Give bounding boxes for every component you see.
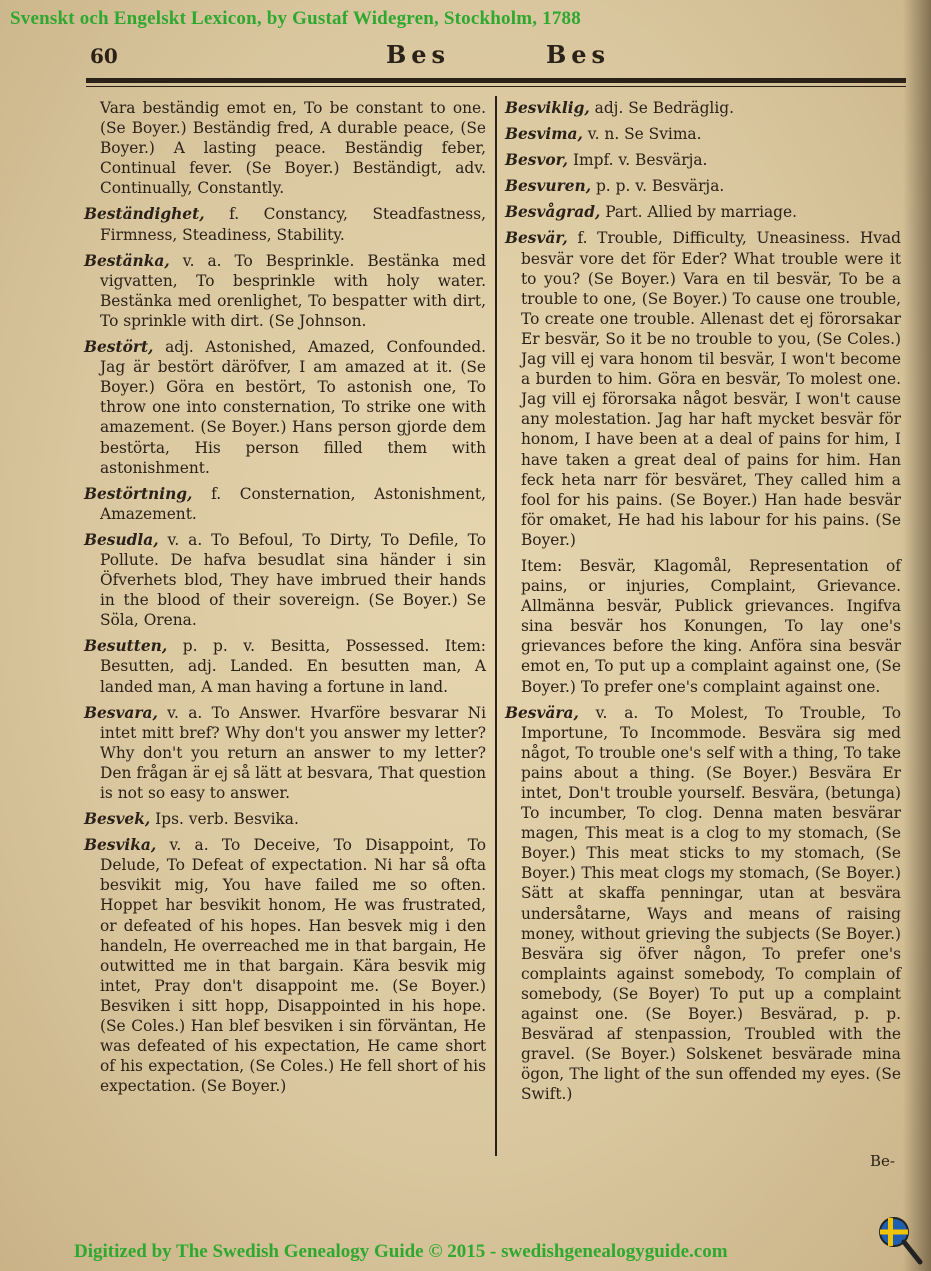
column-divider xyxy=(495,96,497,1156)
entry-text: f. Consternation, Astonishment, Amazement. xyxy=(100,484,486,523)
right-column xyxy=(505,98,901,1111)
headword: Besvuren, xyxy=(505,177,592,196)
running-head xyxy=(86,40,906,70)
running-head-left: Bes xyxy=(386,40,451,69)
dictionary-entry xyxy=(84,703,486,803)
entry-text: Vara beständig emot en, To be constant to one. (Se Boyer.) Beständig fred, A durable peace, (Se Boyer.) A lasting peace. Beständig feber, Continual fever. (Se Boyer.) Beständigt, adv. Continually, Constantly. xyxy=(100,99,486,198)
dictionary-entry xyxy=(84,636,486,696)
headword: Besudla, xyxy=(84,530,159,549)
dictionary-entry xyxy=(84,251,486,331)
running-head-right: Bes xyxy=(546,40,611,69)
dictionary-entry xyxy=(505,98,901,118)
entry-text: p. p. v. Besitta, Possessed. Item: Besutten, adj. Landed. En besutten man, A landed man, A man having a fortune in land. xyxy=(100,637,486,696)
catchword: Be- xyxy=(870,1152,895,1170)
headword: Besvågrad, xyxy=(505,203,601,222)
page-number: 60 xyxy=(90,44,118,68)
entry-text: f. Constancy, Steadfastness, Firmness, Steadiness, Stability. xyxy=(100,205,486,244)
entry-text: v. a. To Answer. Hvarföre besvarar Ni intet mitt bref? Why don't you answer my letter? Why don't you return an answer to my letter? Den frågan är ej så lätt at besvara, That question is not so easy to answer. xyxy=(100,703,486,802)
headword: Besvara, xyxy=(84,703,158,722)
dictionary-entry xyxy=(505,150,901,170)
entry-text: f. Trouble, Difficulty, Uneasiness. Hvad besvär vore det för Eder? What trouble were it to you? (Se Boyer.) Vara en til besvär, To be a trouble to one, (Se Boyer.) To cause one trouble, To create one trouble. Allenast det ej förorsakar Er besvär, So it be no trouble to you, (Se Coles.) Jag vill ej vara honom til besvär, I won't become a burden to him. Göra en besvär, To molest one. Jag vill ej förorsaka något besvär, I won't cause any molestation. Jag har haft mycket besvär för honom, I have been at a deal of pains for him, I have taken a great deal of pains for him. Han feck heta narr för besväret, They called him a fool for his pains. (Se Boyer.) Han hade besvär för omaket, He had his labour for his pains. (Se Boyer.) xyxy=(521,229,901,549)
entry-text: v. a. To Molest, To Trouble, To Importune, To Incommode. Besvära sig med något, To trouble one's self with a thing, To take pains about a thing. (Se Boyer.) Besvära Er intet, Don't trouble yourself. Besvära, (betunga) To incumber, To clog. Denna maten besvärar magen, This meat is a clog to my stomach, (Se Boyer.) This meat sticks to my stomach, (Se Boyer.) This meat clogs my stomach, (Se Boyer.) Sätt at skaffa penningar, utan at besvära undersåtarne, Ways and means of raising money, without grieving the subjects (Se Boyer.) Besvära sig öfver någon, To prefer one's complaints against somebody, To complain of somebody, (Se Boyer) To put up a complaint against one. (Se Boyer.) Besvärad, p. p. Besvärad af stenpassion, Troubled with the gravel. (Se Boyer.) Solskenet besvärade mina ögon, The light of the sun offended my eyes. (Se Swift.) xyxy=(521,703,901,1104)
book-spine-shadow xyxy=(903,0,931,1271)
header-rule-thin xyxy=(86,86,906,87)
headword: Bestört, xyxy=(84,338,154,357)
entry-text: v. n. Se Svima. xyxy=(587,125,702,144)
headword: Besutten, xyxy=(84,637,168,656)
bottom-banner: Digitized by The Swedish Genealogy Guide © 2015 - swedishgenealogyguide.com xyxy=(74,1241,728,1262)
headword: Besvor, xyxy=(505,151,569,170)
headword: Besvika, xyxy=(84,836,157,855)
entry-text: v. a. To Deceive, To Disappoint, To Delude, To Defeat of expectation. Ni har så ofta besvikit mig, You have failed me so often. Hoppet har besvikit honom, He was frustrated, or defeated of his hopes. Han besvek mig i den handeln, He overreached me in that bargain, He outwitted me in that bargain. Kära besvik mig intet, Pray don't disappoint me. (Se Boyer.) Besviken i sitt hopp, Disappointed in his hope. (Se Coles.) Han blef besviken i sin förväntan, He was defeated of his expectation, He came short of his expectation, (Se Coles.) He fell short of his expectation. (Se Boyer.) xyxy=(100,836,486,1096)
dictionary-entry xyxy=(505,228,901,550)
dictionary-entry xyxy=(505,556,901,697)
header-rule xyxy=(86,78,906,83)
dictionary-entry xyxy=(84,835,486,1096)
entry-text: p. p. v. Besvärja. xyxy=(595,177,725,196)
headword: Beständighet, xyxy=(84,205,205,224)
entry-text: Part. Allied by marriage. xyxy=(605,203,798,222)
dictionary-entry xyxy=(84,809,486,829)
swedish-flag-magnifier-icon xyxy=(876,1214,924,1266)
dictionary-entry xyxy=(84,204,486,244)
dictionary-entry xyxy=(505,202,901,222)
headword: Besvima, xyxy=(505,125,583,144)
dictionary-entry xyxy=(505,176,901,196)
dictionary-entry xyxy=(84,337,486,478)
entry-text: adj. Se Bedräglig. xyxy=(594,99,735,117)
headword: Besvära, xyxy=(505,703,579,722)
entry-text: v. a. To Befoul, To Dirty, To Defile, To Pollute. De hafva besudlat sina händer i sin Öfverhets blod, They have imbrued their hands in the blood of their sovereign. (Se Boyer.) Se Söla, Orena. xyxy=(100,530,486,630)
left-column xyxy=(84,98,486,1102)
headword: Bestänka, xyxy=(84,251,170,270)
entry-text: Impf. v. Besvärja. xyxy=(572,151,708,170)
headword: Besvär, xyxy=(505,229,568,248)
dictionary-entry xyxy=(505,124,901,144)
dictionary-entry xyxy=(84,98,486,198)
entry-text: Item: Besvär, Klagomål, Representation of pains, or injuries, Complaint, Grievance. Allmänna besvär, Publick grievances. Ingifva sina besvär hos Konungen, To lay one's grievances before the king. Anföra sina besvär emot en, To put up a complaint against one, (Se Boyer.) To prefer one's complaint against one. xyxy=(521,556,901,696)
dictionary-entry xyxy=(84,530,486,630)
entry-text: Ips. verb. Besvika. xyxy=(155,810,299,829)
headword: Bestörtning, xyxy=(84,484,193,503)
entry-text: adj. Astonished, Amazed, Confounded. Jag är bestört däröfver, I am amazed at it. (Se Boyer.) Göra en bestört, To astonish one, To throw one into consternation, To strike one with amazement. (Se Boyer.) Hans person gjorde dem bestörta, His person filled them with astonishment. xyxy=(100,338,486,477)
headword: Besvek, xyxy=(84,810,151,829)
dictionary-entry xyxy=(84,484,486,524)
headword: Besviklig, xyxy=(505,99,590,117)
dictionary-entry xyxy=(505,703,901,1105)
entry-text: v. a. To Besprinkle. Bestänka med vigvatten, To besprinkle with holy water. Bestänka med orenlighet, To bespatter with dirt, To sprinkle with dirt. (Se Johnson. xyxy=(100,251,486,330)
top-banner: Svenskt och Engelskt Lexicon, by Gustaf Widegren, Stockholm, 1788 xyxy=(10,8,581,29)
